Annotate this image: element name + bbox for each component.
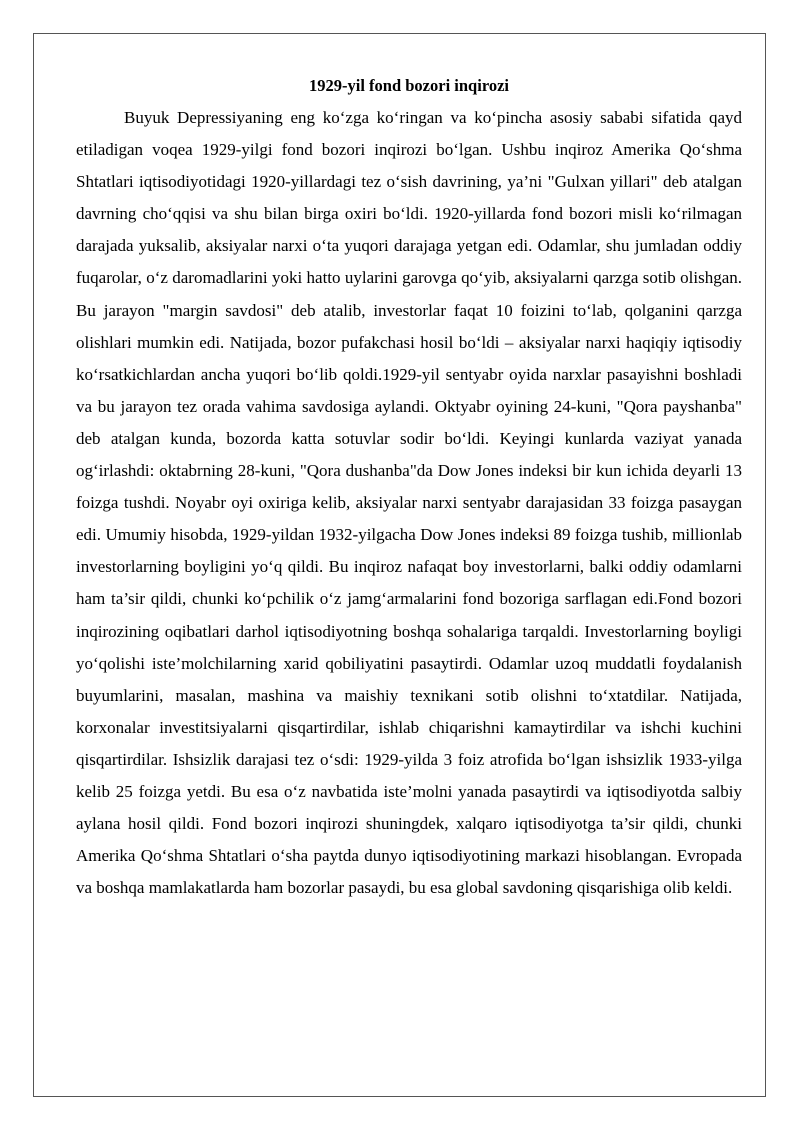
document-paragraph: Buyuk Depressiyaning eng ko‘zga ko‘ringan va ko‘pincha asosiy sababi sifatida qayd etiladigan voqea 1929-yilgi fond bozori inqirozi bo‘lgan. Ushbu inqiroz Amerika Qo‘shma Shtatlari iqtisodiyotidagi 1920-yillardagi tez o‘sish davrining, ya’ni "Gulxan yillari" deb atalgan davrning cho‘qqisi va shu bilan birga oxiri bo‘ldi. 1920-yillarda fond bozori misli ko‘rilmagan darajada yuksalib, aksiyalar narxi o‘ta yuqori darajaga yetgan edi. Odamlar, shu jumladan oddiy fuqarolar, o‘z daromadlarini yoki hatto uylarini garovga qo‘yib, aksiyalarni qarzga sotib olishgan. Bu jarayon "margin savdosi" deb atalib, investorlar faqat 10 foizini to‘lab, qolganini qarzga olishlari mumkin edi. Natijada, bozor pufakchasi hosil bo‘ldi – aksiyalar narxi haqiqiy iqtisodiy ko‘rsatkichlardan ancha yuqori bo‘lib qoldi.1929-yil sentyabr oyida narxlar pasayishni boshladi va bu jarayon tez orada vahima savdosiga aylandi. Oktyabr oyining 24-kuni, "Qora payshanba" deb atalgan kunda, bozorda katta sotuvlar sodir bo‘ldi. Keyingi kunlarda vaziyat yanada og‘irlashdi: oktabrning 28-kuni, "Qora dushanba"da Dow Jones indeksi bir kun ichida deyarli 13 foizga tushdi. Noyabr oyi oxiriga kelib, aksiyalar narxi sentyabr darajasidan 33 foizga pasaygan edi. Umumiy hisobda, 1929-yildan 1932-yilgacha Dow Jones indeksi 89 foizga tushib, millionlab investorlarning boyligini yo‘q qildi. Bu inqiroz nafaqat boy investorlarni, balki oddiy odamlarni ham ta’sir qildi, chunki ko‘pchilik o‘z jamg‘armalarini fond bozoriga sarflagan edi.Fond bozori inqirozining oqibatlari darhol iqtisodiyotning boshqa sohalariga tarqaldi. Investorlarning boyligi yo‘qolishi iste’molchilarning xarid qobiliyatini pasaytirdi. Odamlar uzoq muddatli foydalanish buyumlarini, masalan, mashina va maishiy texnikani sotib olishni to‘xtatdilar. Natijada, korxonalar investitsiyalarni qisqartirdilar, ishlab chiqarishni kamaytirdilar va ishchi kuchini qisqartirdilar. Ishsizlik darajasi tez o‘sdi: 1929-yilda 3 foiz atrofida bo‘lgan ishsizlik 1933-yilga kelib 25 foizga yetdi. Bu esa o‘z navbatida iste’molni yanada pasaytirdi va iqtisodiyotda salbiy aylana hosil qildi. Fond bozori inqirozi shuningdek, xalqaro iqtisodiyotga ta’sir qildi, chunki Amerika Qo‘shma Shtatlari o‘sha paytda dunyo iqtisodiyotining markazi hisoblangan. Evropada va boshqa mamlakatlarda ham bozorlar pasaydi, bu esa global savdoning qisqarishiga olib keldi. bbox=[76, 108, 742, 898]
document-content bbox=[76, 74, 742, 904]
document-title: 1929-yil fond bozori inqirozi bbox=[309, 76, 509, 95]
